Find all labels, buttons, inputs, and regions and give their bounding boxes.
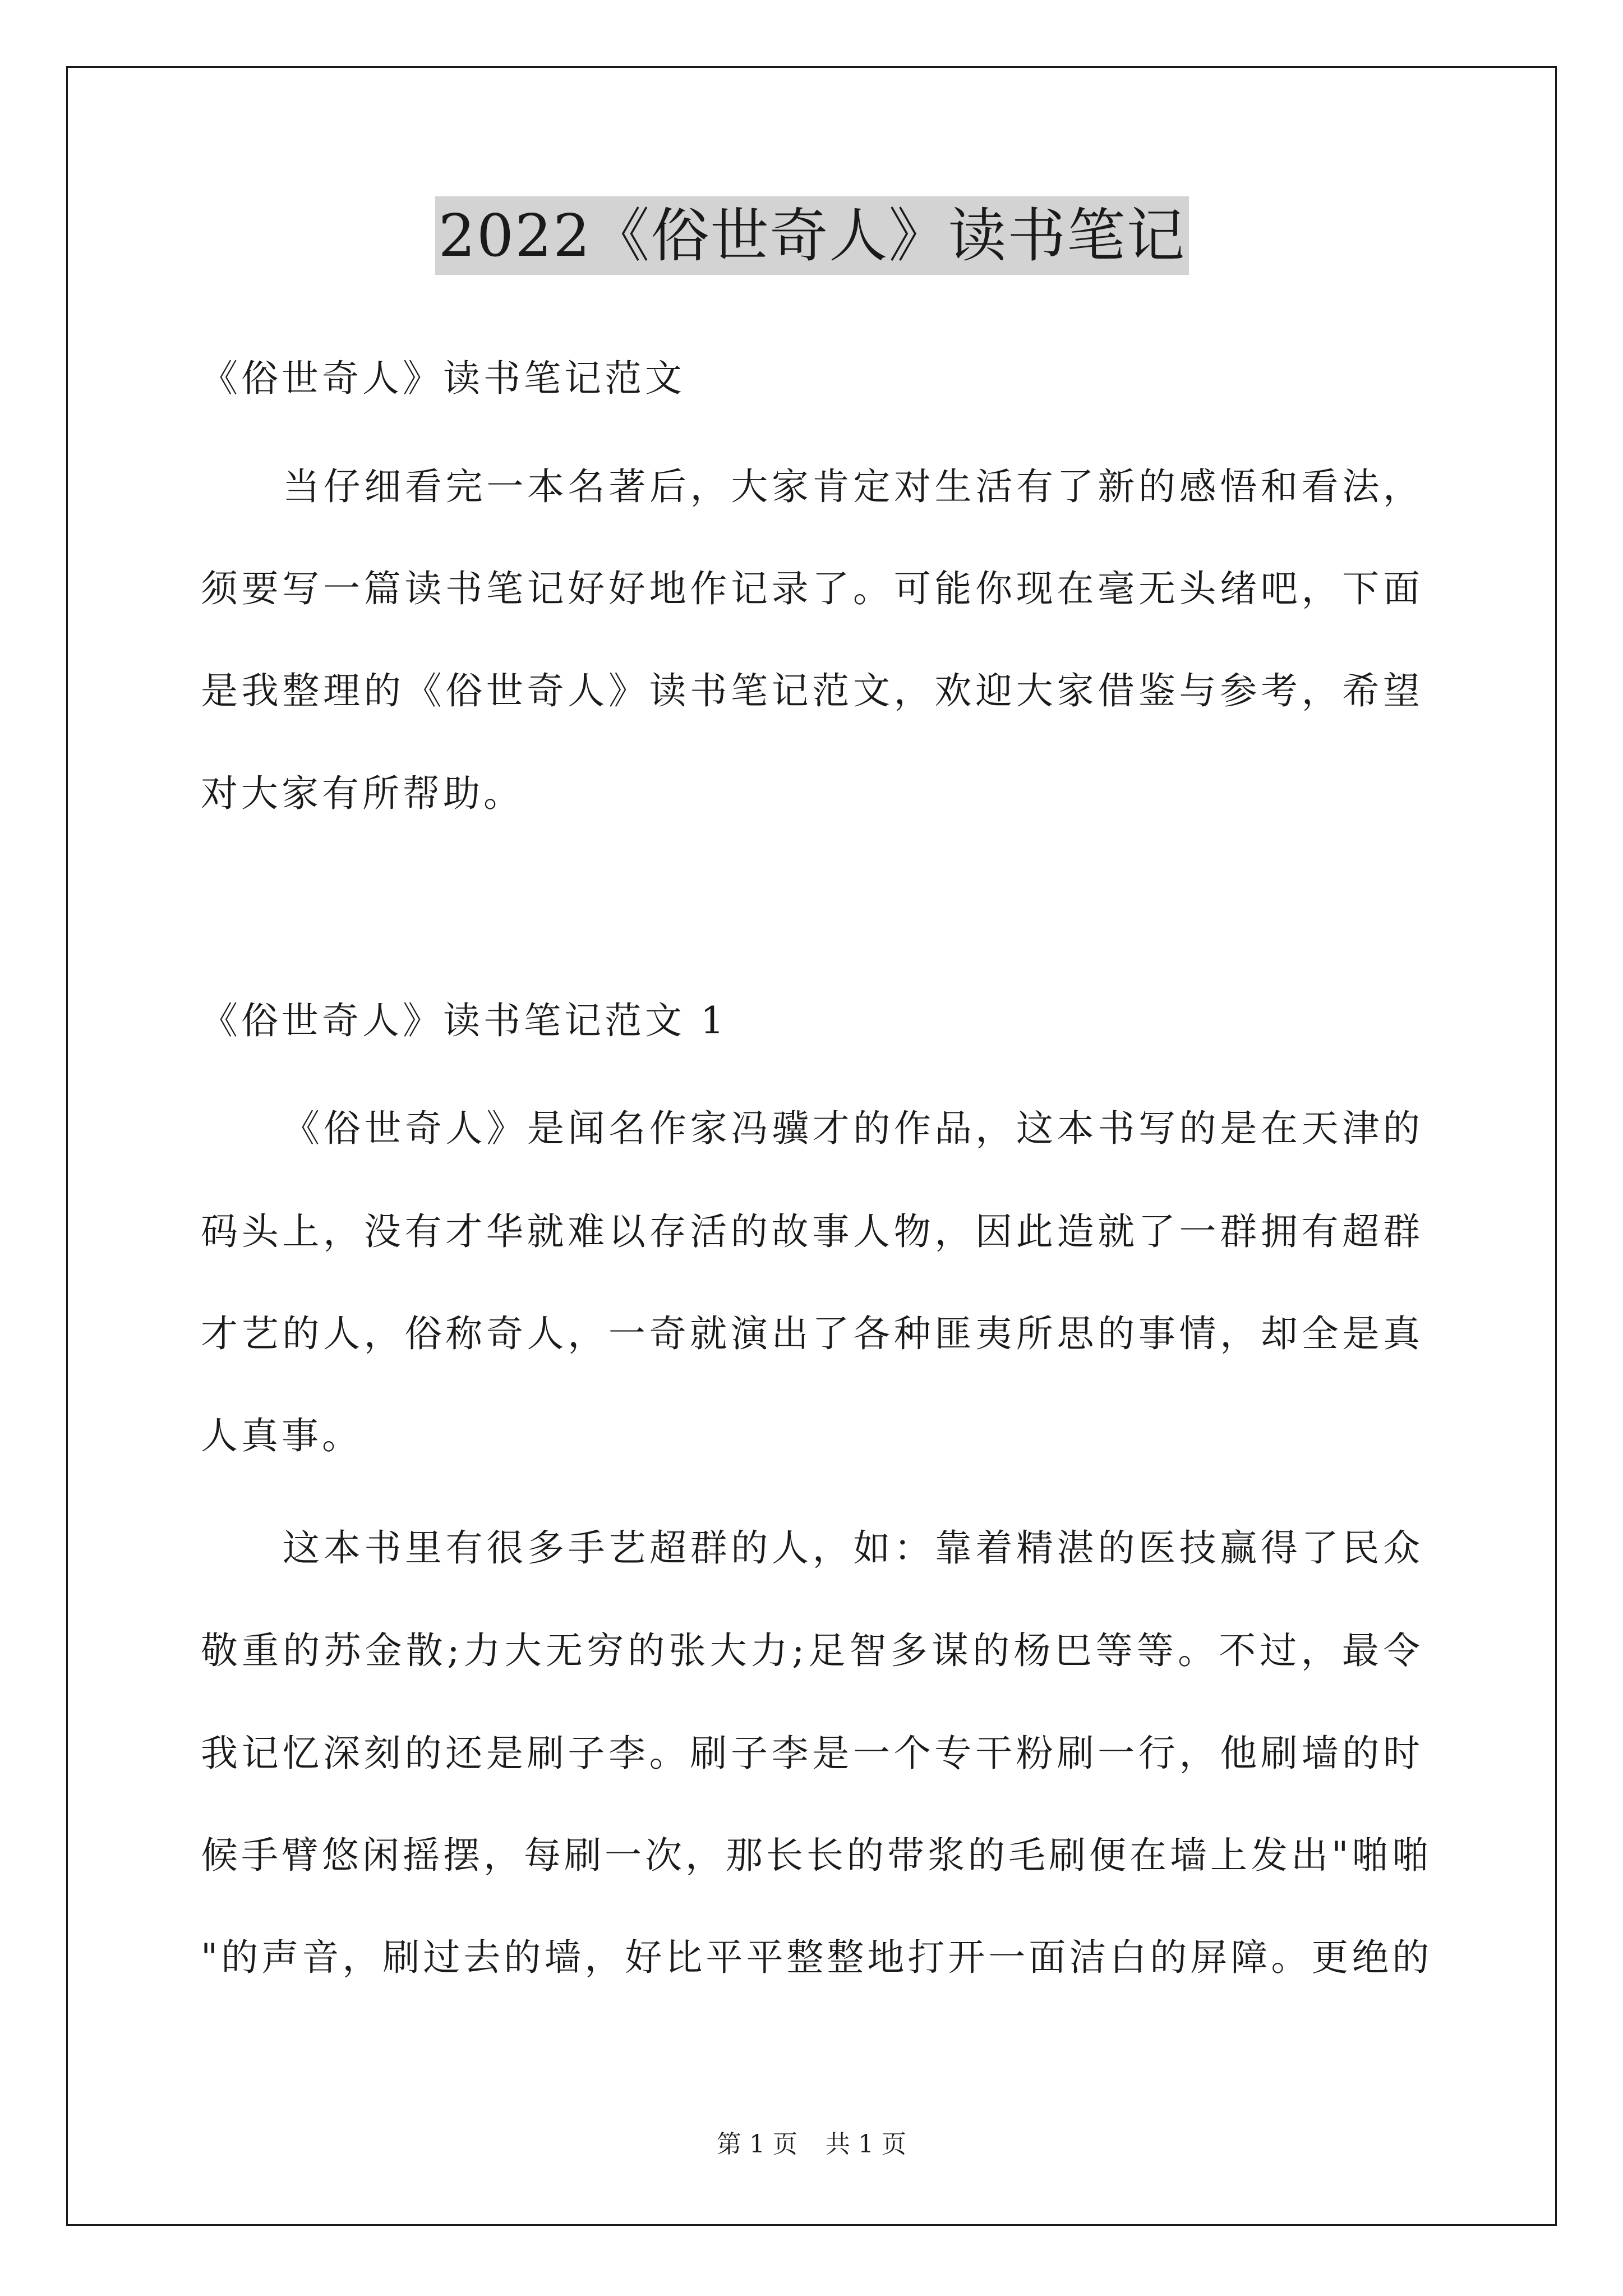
page-total: 共 1 页	[826, 2130, 906, 2159]
page-number: 第 1 页	[717, 2130, 797, 2159]
para2-line-3: 我记忆深刻的还是刷子李。刷子李是一个专干粉刷一行，他刷墙的时	[201, 1732, 1423, 1775]
intro-line-3: 是我整理的《俗世奇人》读书笔记范文，欢迎大家借鉴与参考，希望	[201, 669, 1423, 712]
para1-line-2: 码头上，没有才华就难以存活的故事人物，因此造就了一群拥有超群	[201, 1210, 1423, 1253]
page-footer	[0, 2129, 1623, 2160]
para1-line-4: 人真事。	[201, 1414, 362, 1457]
title-block	[201, 196, 1423, 275]
subtitle: 《俗世奇人》读书笔记范文	[201, 357, 685, 400]
intro-line-2: 须要写一篇读书笔记好好地作记录了。可能你现在毫无头绪吧，下面	[201, 567, 1423, 610]
document-title: 2022《俗世奇人》读书笔记	[435, 196, 1189, 275]
intro-line-4: 对大家有所帮助。	[201, 772, 524, 815]
para2-line-1: 这本书里有很多手艺超群的人，如：靠着精湛的医技赢得了民众	[283, 1526, 1423, 1570]
para1-line-1: 《俗世奇人》是闻名作家冯骥才的作品，这本书写的是在天津的	[283, 1107, 1423, 1150]
para2-line-2: 敬重的苏金散;力大无穷的张大力;足智多谋的杨巴等等。不过，最令	[201, 1629, 1423, 1672]
intro-line-1: 当仔细看完一本名著后，大家肯定对生活有了新的感悟和看法，	[283, 465, 1423, 508]
para2-line-4: 候手臂悠闲摇摆，每刷一次，那长长的带浆的毛刷便在墙上发出"啪啪	[201, 1834, 1433, 1877]
para1-line-3: 才艺的人，俗称奇人，一奇就演出了各种匪夷所思的事情，却全是真	[201, 1312, 1423, 1355]
para2-line-5: "的声音，刷过去的墙，好比平平整整地打开一面洁白的屏障。更绝的	[201, 1936, 1433, 1979]
section-heading: 《俗世奇人》读书笔记范文 1	[201, 999, 727, 1042]
